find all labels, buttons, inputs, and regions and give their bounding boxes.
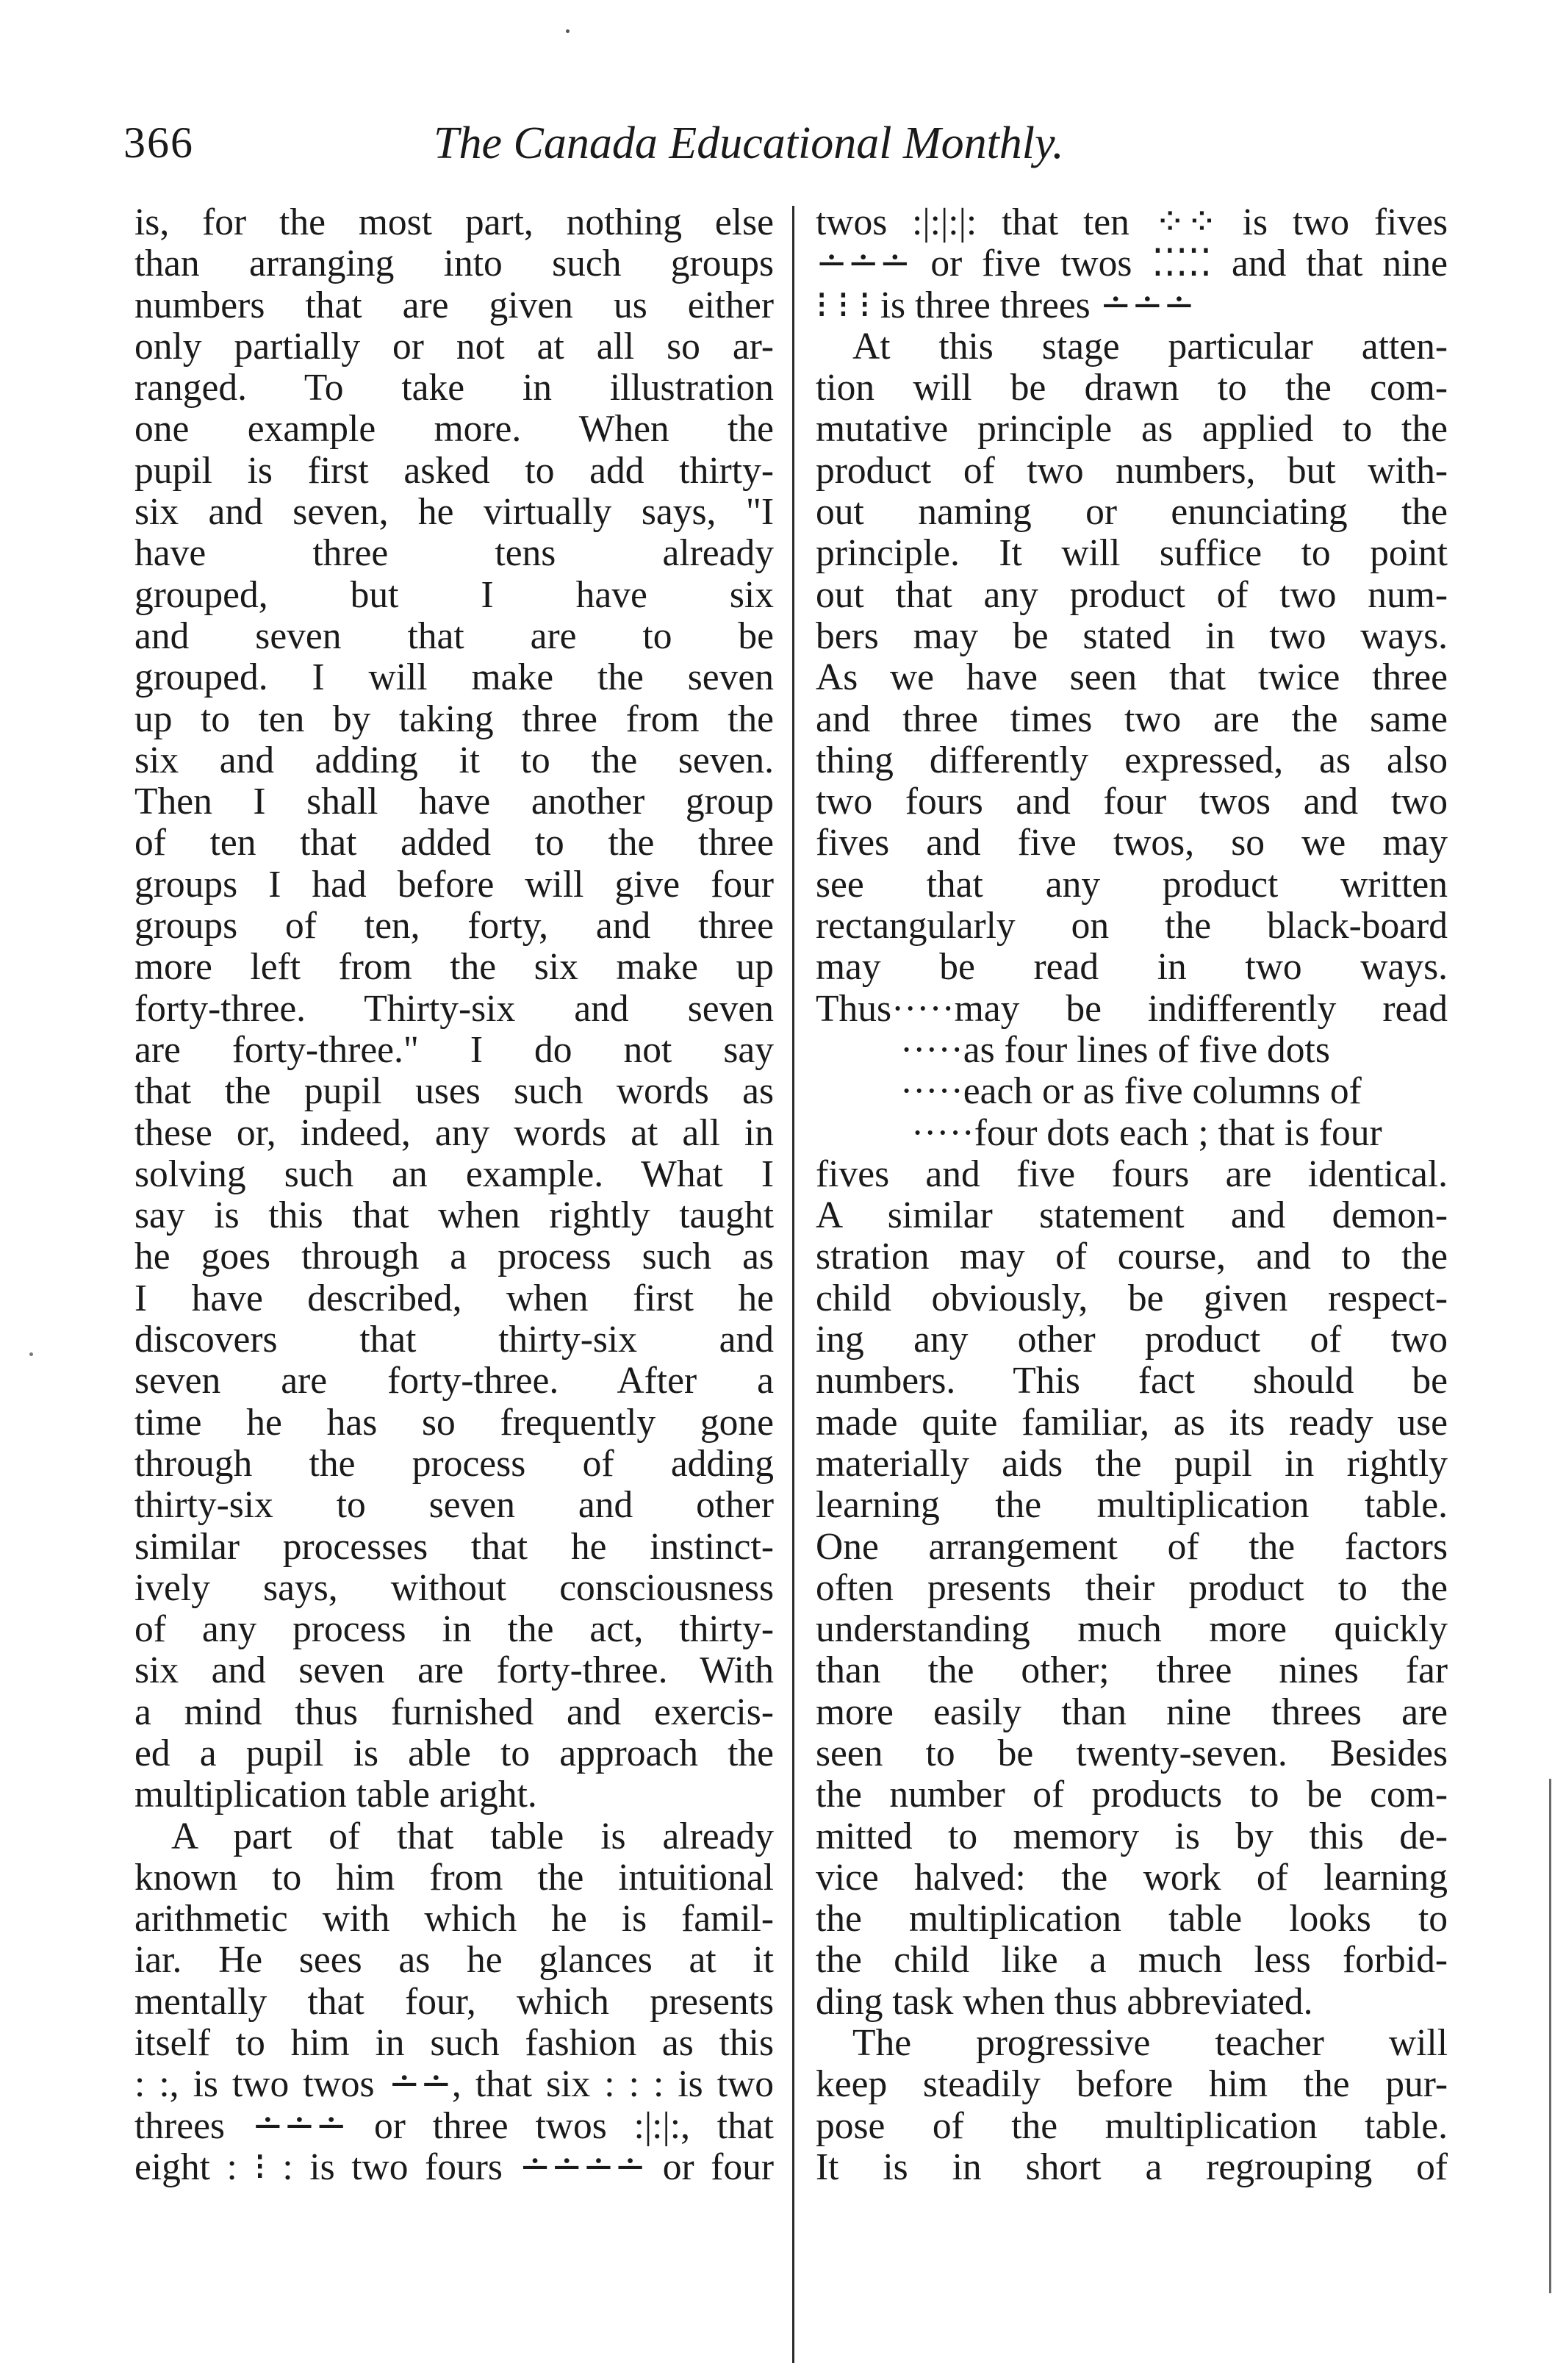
- text-line: have three tens already: [134, 532, 774, 575]
- text-line: stration may of course, and to the: [816, 1236, 1448, 1278]
- text-line: the number of products to be com-: [816, 1774, 1448, 1816]
- text-line: keep steadily before him the pur-: [816, 2063, 1448, 2106]
- text-line: learning the multiplication table.: [816, 1484, 1448, 1527]
- text-line: eight : ⁝ : is two fours ∸∸∸∸ or four: [134, 2146, 774, 2188]
- text-line: mentally that four, which presents: [134, 1980, 774, 2023]
- text-line: Then I shall have another group: [134, 781, 774, 823]
- text-line: The progressive teacher will: [852, 2022, 1448, 2065]
- text-line: thirty-six to seven and other: [134, 1484, 774, 1527]
- text-line: thing differently expressed, as also: [816, 739, 1448, 781]
- text-line: vice halved: the work of learning: [816, 1856, 1448, 1899]
- text-line: six and seven are forty-three. With: [134, 1649, 774, 1692]
- text-line: the multiplication table looks to: [816, 1898, 1448, 1940]
- text-line: see that any product written: [816, 863, 1448, 906]
- text-line: of any process in the act, thirty-: [134, 1608, 774, 1651]
- text-line: solving such an example. What I: [134, 1153, 774, 1195]
- text-line: pupil is first asked to add thirty-: [134, 449, 774, 492]
- text-line: that the pupil uses such words as: [134, 1070, 774, 1113]
- text-line: bers may be stated in two ways.: [816, 614, 1448, 657]
- text-line: is, for the most part, nothing else: [134, 201, 774, 243]
- text-line: one example more. When the: [134, 408, 774, 451]
- text-line: ·····as four lines of five dots: [900, 1028, 1330, 1071]
- text-line: may be read in two ways.: [816, 946, 1448, 989]
- text-line: more easily than nine threes are: [816, 1691, 1448, 1733]
- text-line: fives and five fours are identical.: [816, 1153, 1448, 1195]
- text-line: One arrangement of the factors: [816, 1525, 1448, 1568]
- text-line: a mind thus furnished and exercis-: [134, 1691, 774, 1733]
- text-line: grouped, but I have six: [134, 573, 774, 616]
- text-line: time he has so frequently gone: [134, 1401, 774, 1444]
- text-line: discovers that thirty-six and: [134, 1319, 774, 1361]
- text-line: seven are forty-three. After a: [134, 1360, 774, 1402]
- text-line: pose of the multiplication table.: [816, 2104, 1448, 2147]
- text-line: ·····each or as five columns of: [900, 1070, 1362, 1113]
- text-line: product of two numbers, but with-: [816, 449, 1448, 492]
- text-line: two fours and four twos and two: [816, 781, 1448, 823]
- text-line: twos :|:|:|: that ten ⁘⁘ is two fives: [816, 201, 1448, 243]
- text-line: only partially or not at all so ar-: [134, 325, 774, 368]
- text-line: the child like a much less forbid-: [816, 1939, 1448, 1982]
- text-line: mutative principle as applied to the: [816, 408, 1448, 451]
- text-line: child obviously, be given respect-: [816, 1277, 1448, 1319]
- text-line: ⁝ ⁝ ⁝ is three threes ∸∸∸: [816, 284, 1196, 326]
- text-line: through the process of adding: [134, 1442, 774, 1485]
- text-line: than the other; three nines far: [816, 1649, 1448, 1692]
- text-line: groups I had before will give four: [134, 863, 774, 906]
- text-line: ∸∸∸ or five twos ⁚⁚⁚⁚⁚ and that nine: [816, 243, 1448, 285]
- text-line: of ten that added to the three: [134, 822, 774, 864]
- margin-rule: [1549, 1779, 1551, 2293]
- text-line: ding task when thus abbreviated.: [816, 1980, 1313, 2023]
- text-line: groups of ten, forty, and three: [134, 905, 774, 947]
- text-line: principle. It will suffice to point: [816, 532, 1448, 575]
- text-line: ing any other product of two: [816, 1319, 1448, 1361]
- text-line: It is in short a regrouping of: [816, 2146, 1448, 2188]
- text-line: he goes through a process such as: [134, 1236, 774, 1278]
- page-number: 366: [123, 118, 194, 167]
- text-line: out that any product of two num-: [816, 573, 1448, 616]
- text-line: ranged. To take in illustration: [134, 367, 774, 409]
- text-line: than arranging into such groups: [134, 243, 774, 285]
- text-line: and seven that are to be: [134, 614, 774, 657]
- text-line: I have described, when first he: [134, 1277, 774, 1319]
- right-column: [816, 202, 1448, 2188]
- text-line: and three times two are the same: [816, 698, 1448, 740]
- text-line: known to him from the intuitional: [134, 1856, 774, 1899]
- text-line: threes ∸∸∸ or three twos :|:|:, that: [134, 2104, 774, 2147]
- text-line: multiplication table aright.: [134, 1774, 537, 1816]
- text-line: are forty-three." I do not say: [134, 1028, 774, 1071]
- text-line: Thus·····may be indifferently read: [816, 987, 1448, 1030]
- text-line: ively says, without consciousness: [134, 1566, 774, 1609]
- text-line: fives and five twos, so we may: [816, 822, 1448, 864]
- text-line: similar processes that he instinct-: [134, 1525, 774, 1568]
- text-line: iar. He sees as he glances at it: [134, 1939, 774, 1982]
- text-line: six and adding it to the seven.: [134, 739, 774, 781]
- text-line: mitted to memory is by this de-: [816, 1815, 1448, 1857]
- text-line: rectangularly on the black-board: [816, 905, 1448, 947]
- text-line: : :, is two twos ∸∸, that six : : : is two: [134, 2063, 774, 2106]
- text-line: itself to him in such fashion as this: [134, 2022, 774, 2065]
- text-line: these or, indeed, any words at all in: [134, 1111, 774, 1154]
- text-line: A part of that table is already: [171, 1815, 774, 1857]
- text-line: up to ten by taking three from the: [134, 698, 774, 740]
- text-line: made quite familiar, as its ready use: [816, 1401, 1448, 1444]
- text-line: tion will be drawn to the com-: [816, 367, 1448, 409]
- text-line: As we have seen that twice three: [816, 656, 1448, 699]
- text-line: arithmetic with which he is famil-: [134, 1898, 774, 1940]
- text-line: A similar statement and demon-: [816, 1194, 1448, 1237]
- text-line: more left from the six make up: [134, 946, 774, 989]
- text-line: ·····four dots each ; that is four: [911, 1111, 1382, 1154]
- text-line: At this stage particular atten-: [852, 325, 1448, 368]
- text-line: ed a pupil is able to approach the: [134, 1732, 774, 1774]
- text-line: forty-three. Thirty-six and seven: [134, 987, 774, 1030]
- text-line: numbers. This fact should be: [816, 1360, 1448, 1402]
- text-line: often presents their product to the: [816, 1566, 1448, 1609]
- text-line: numbers that are given us either: [134, 284, 774, 326]
- printer-mark: [566, 29, 570, 33]
- text-line: say is this that when rightly taught: [134, 1194, 774, 1237]
- text-line: out naming or enunciating the: [816, 491, 1448, 534]
- text-line: six and seven, he virtually says, "I: [134, 491, 774, 534]
- text-line: materially aids the pupil in rightly: [816, 1442, 1448, 1485]
- left-column: [134, 202, 774, 2188]
- running-title: The Canada Educational Monthly.: [434, 118, 1064, 168]
- text-line: understanding much more quickly: [816, 1608, 1448, 1651]
- text-line: grouped. I will make the seven: [134, 656, 774, 699]
- margin-speck: [29, 1352, 33, 1356]
- column-divider: [792, 206, 794, 2363]
- text-line: seen to be twenty-seven. Besides: [816, 1732, 1448, 1774]
